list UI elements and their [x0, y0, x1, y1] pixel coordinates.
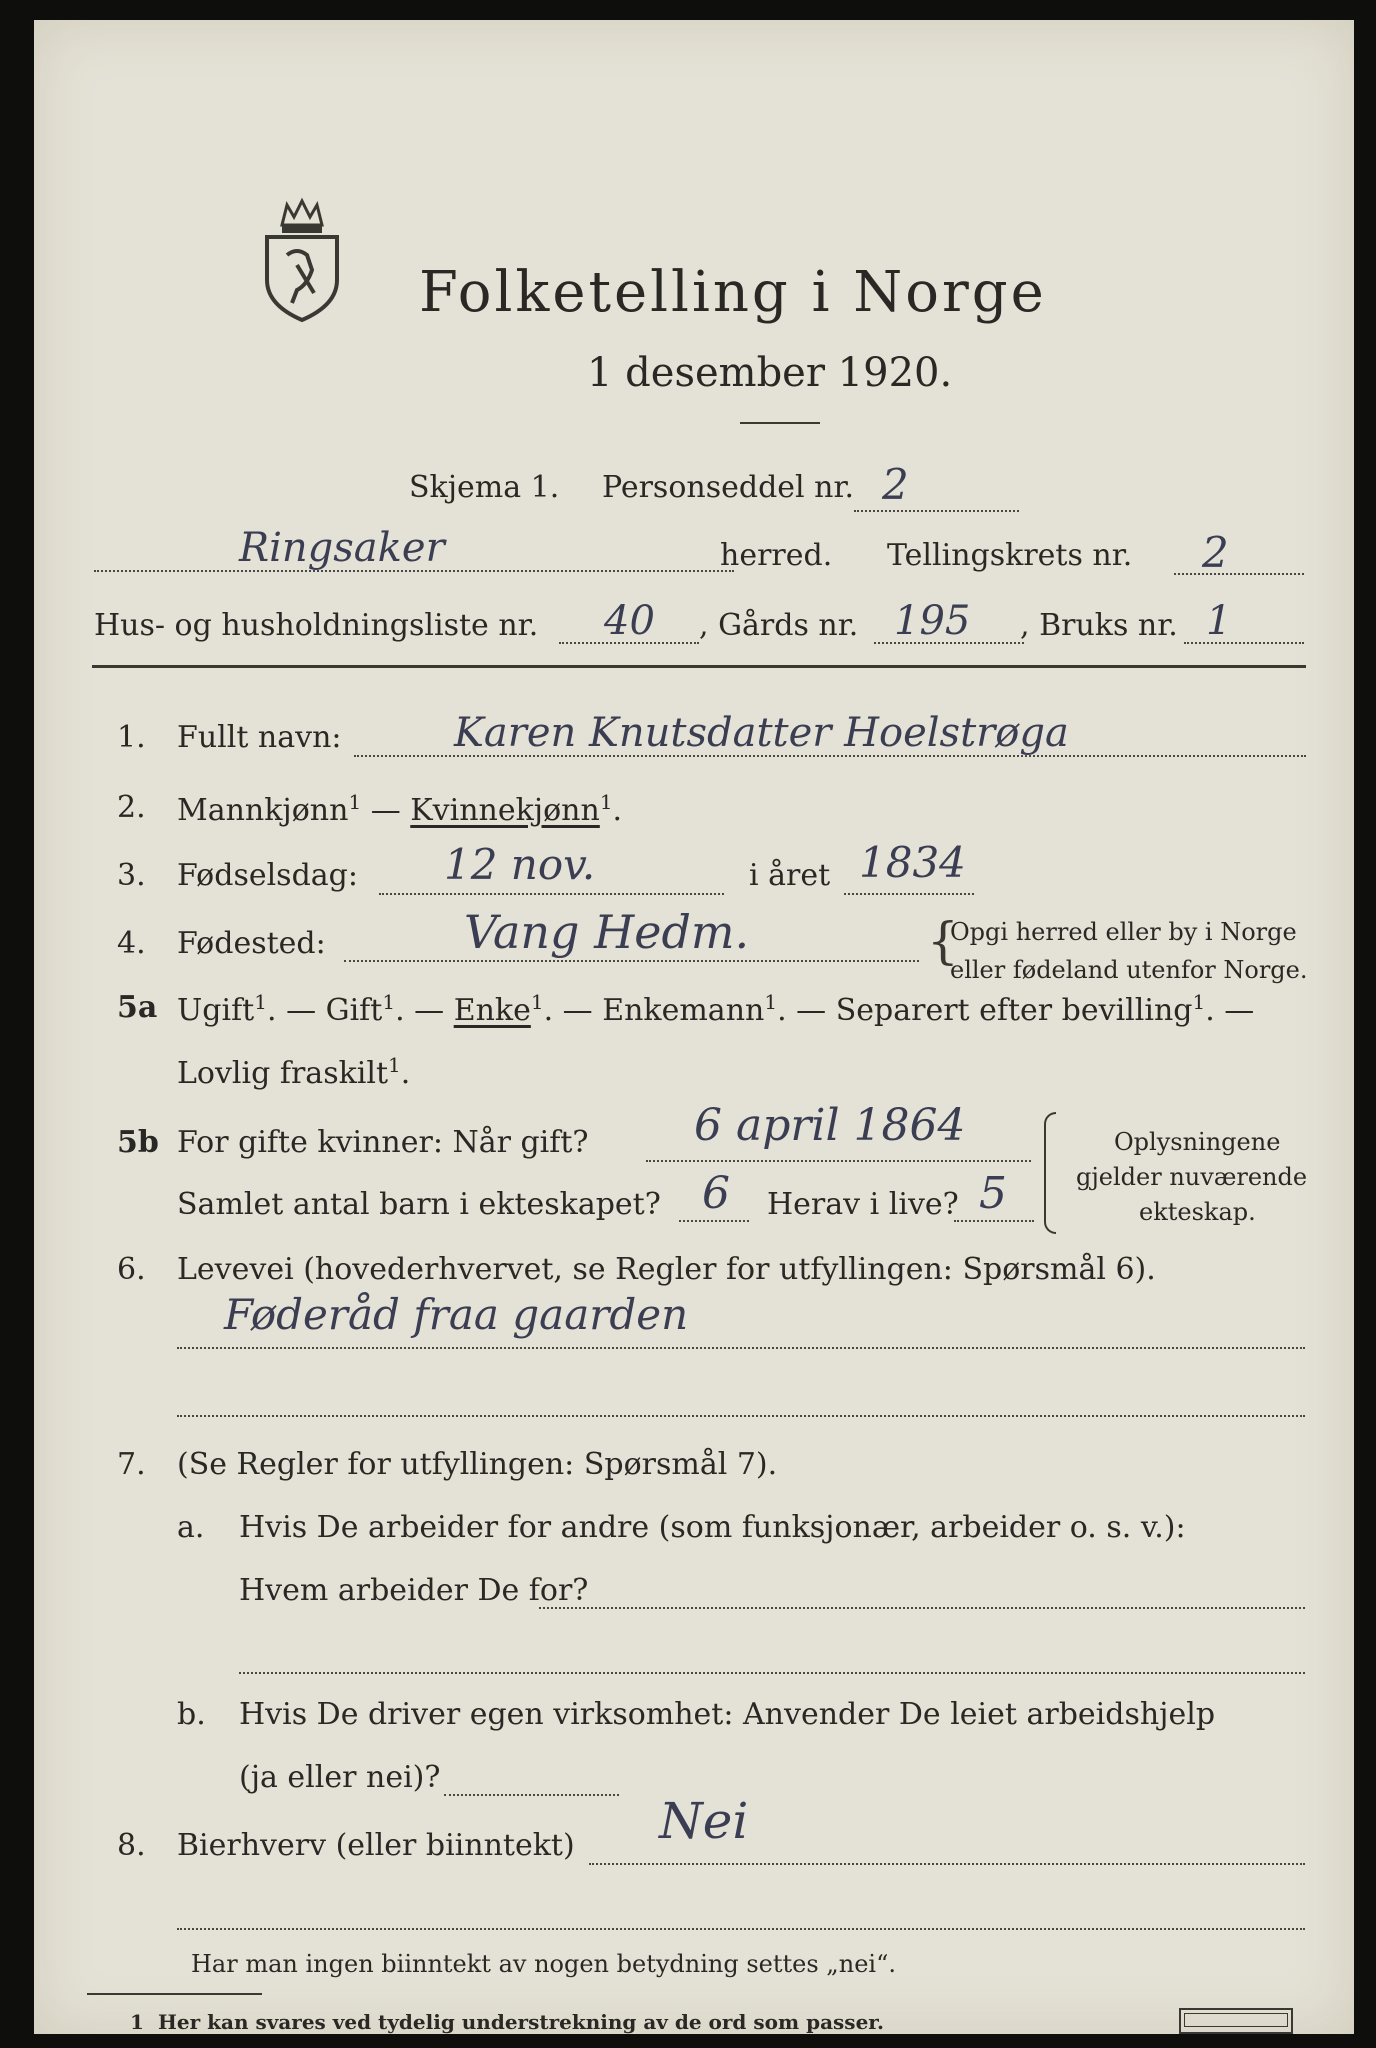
q5a-dash-1: — — [286, 993, 317, 1028]
q2-options: Mannkjønn$^1$ — Kvinnekjønn$^1$. — [177, 790, 623, 828]
form-date: 1 desember 1920. — [587, 350, 953, 396]
footnote-number: 1 — [130, 2010, 144, 2034]
q8-value: Nei — [659, 1792, 749, 1850]
q5a-sup-6: 1 — [388, 1053, 401, 1077]
q5a-sup-4: 1 — [764, 990, 778, 1014]
tellingskrets-line — [1174, 573, 1304, 575]
q4-label: Fødested: — [177, 926, 326, 961]
q3-label: Fødselsdag: — [177, 858, 358, 893]
q3-year-value: 1834 — [859, 838, 966, 887]
q7-number: 7. — [117, 1447, 146, 1482]
q5a-sup-3: 1 — [530, 990, 544, 1014]
skjema-label: Skjema 1. — [409, 470, 560, 505]
q2-number: 2. — [117, 790, 146, 825]
q4-line — [344, 960, 919, 962]
q5a-ugift: Ugift — [177, 993, 255, 1028]
q6-value: Føderåd fraa gaarden — [224, 1290, 689, 1339]
q5b-note-2: gjelder nuværende — [1076, 1163, 1308, 1191]
q2-sup: 1 — [348, 790, 362, 814]
q5b-line — [646, 1160, 1031, 1162]
gards-label: , Gårds nr. — [699, 608, 859, 643]
footnote-divider — [87, 1993, 262, 1995]
q5b-live-value: 5 — [979, 1168, 1007, 1219]
herred-label: herred. — [720, 538, 833, 573]
q5a-dash-2: — — [414, 993, 445, 1028]
q3-year-label: i året — [749, 858, 831, 893]
q1-number: 1. — [117, 720, 146, 755]
q7a-line-1 — [539, 1607, 1305, 1609]
q5a-sup-1: 1 — [254, 990, 267, 1014]
q5b-number: 5b — [117, 1125, 159, 1160]
q5b-note-1: Oplysningene — [1114, 1128, 1281, 1156]
q5a-fraskilt-line: Lovlig fraskilt$^1$. — [177, 1053, 411, 1091]
herred-value: Ringsaker — [239, 525, 445, 571]
q7a-line-2 — [239, 1672, 1305, 1674]
footnote-text: Her kan svares ved tydelig understrekning av de ord som passer. — [158, 2010, 884, 2034]
q2-female-underlined: Kvinnekjønn — [410, 793, 600, 828]
q4-note-2: eller fødeland utenfor Norge. — [950, 956, 1308, 984]
census-form — [34, 20, 1354, 2034]
q5b-note-3: ekteskap. — [1139, 1198, 1256, 1226]
q1-label: Fullt navn: — [177, 720, 342, 755]
q7b-number: b. — [177, 1697, 206, 1732]
personseddel-value: 2 — [882, 460, 909, 509]
q8-label: Bierhverv (eller biinntekt) — [177, 1828, 575, 1863]
husholdningsliste-value: 40 — [604, 598, 655, 644]
q4-number: 4. — [117, 926, 146, 961]
q4-brace: { — [927, 912, 959, 970]
q3-number: 3. — [117, 858, 146, 893]
q5a-separert: Separert efter bevilling — [835, 993, 1193, 1028]
q2-male: Mannkjønn — [177, 793, 349, 828]
bruks-line — [1184, 642, 1304, 644]
q6-line-2 — [177, 1415, 1305, 1417]
q5b-barn-line — [679, 1220, 749, 1222]
q5a-gift: Gift — [325, 993, 383, 1028]
title-divider — [740, 422, 820, 424]
q5b-brace — [1044, 1112, 1056, 1234]
q8-line-1 — [589, 1863, 1305, 1865]
q5a-dash-3: — — [562, 993, 593, 1028]
q7b-question: (ja eller nei)? — [239, 1760, 441, 1795]
q5a-options: Ugift$^1$. — Gift$^1$. — Enke$^1$. — Enkemann$^1$. — Separert efter bevilling$^1$. — — [177, 990, 1255, 1028]
tellingskrets-label: Tellingskrets nr. — [887, 538, 1133, 573]
q5a-number: 5a — [117, 990, 158, 1025]
printer-stamp-icon — [1179, 2008, 1293, 2034]
q3-value: 12 nov. — [444, 840, 596, 889]
bruks-value: 1 — [1206, 598, 1232, 644]
q2-sup-2: 1 — [599, 790, 613, 814]
q1-value: Karen Knutsdatter Hoelstrøga — [454, 710, 1069, 756]
q3-year-line — [844, 893, 974, 895]
q7b-text: Hvis De driver egen virksomhet: Anvender De leiet arbeidshjelp — [239, 1697, 1216, 1732]
q6-number: 6. — [117, 1252, 146, 1287]
q5a-fraskilt: Lovlig fraskilt — [177, 1056, 389, 1091]
q7b-line — [444, 1794, 619, 1796]
footer-note: Har man ingen biinntekt av nogen betydning settes „nei“. — [191, 1950, 896, 1978]
q5a-dash-5: — — [1224, 993, 1255, 1028]
q7a-question: Hvem arbeider De for? — [239, 1573, 589, 1608]
q7-label: (Se Regler for utfyllingen: Spørsmål 7). — [177, 1447, 778, 1482]
q5b-live-label: Herav i live? — [767, 1187, 959, 1222]
header-divider — [92, 665, 1306, 668]
tellingskrets-value: 2 — [1202, 528, 1229, 577]
husholdningsliste-label: Hus- og husholdningsliste nr. — [94, 608, 539, 643]
q6-line-1 — [177, 1347, 1305, 1349]
q8-line-2 — [177, 1928, 1305, 1930]
q5b-barn-label: Samlet antal barn i ekteskapet? — [177, 1187, 661, 1222]
form-title: Folketelling i Norge — [419, 260, 1047, 325]
q7a-text: Hvis De arbeider for andre (som funksjonær, arbeider o. s. v.): — [239, 1510, 1186, 1545]
q5b-label: For gifte kvinner: Når gift? — [177, 1125, 589, 1160]
q5a-enkemann: Enkemann — [602, 993, 765, 1028]
q3-line — [379, 893, 724, 895]
q5a-sup-5: 1 — [1192, 990, 1206, 1014]
q5a-dash-4: — — [796, 993, 827, 1028]
personseddel-line — [854, 510, 1019, 512]
q4-note-1: Opgi herred eller by i Norge — [950, 918, 1297, 946]
q6-label: Levevei (hovederhvervet, se Regler for utfyllingen: Spørsmål 6). — [177, 1252, 1156, 1287]
q5b-value: 6 april 1864 — [694, 1100, 966, 1151]
q5a-sup-2: 1 — [382, 990, 396, 1014]
q7a-number: a. — [177, 1510, 205, 1545]
q8-number: 8. — [117, 1828, 146, 1863]
norwegian-coat-of-arms-icon — [252, 195, 352, 325]
q5b-live-line — [954, 1220, 1034, 1222]
q5a-enke-underlined: Enke — [453, 993, 531, 1028]
gards-value: 195 — [894, 598, 971, 644]
personseddel-label: Personseddel nr. — [602, 470, 855, 505]
q2-separator: — — [370, 793, 401, 828]
bruks-label: , Bruks nr. — [1020, 608, 1178, 643]
q5b-barn-value: 6 — [702, 1168, 730, 1219]
q4-value: Vang Hedm. — [464, 905, 750, 959]
